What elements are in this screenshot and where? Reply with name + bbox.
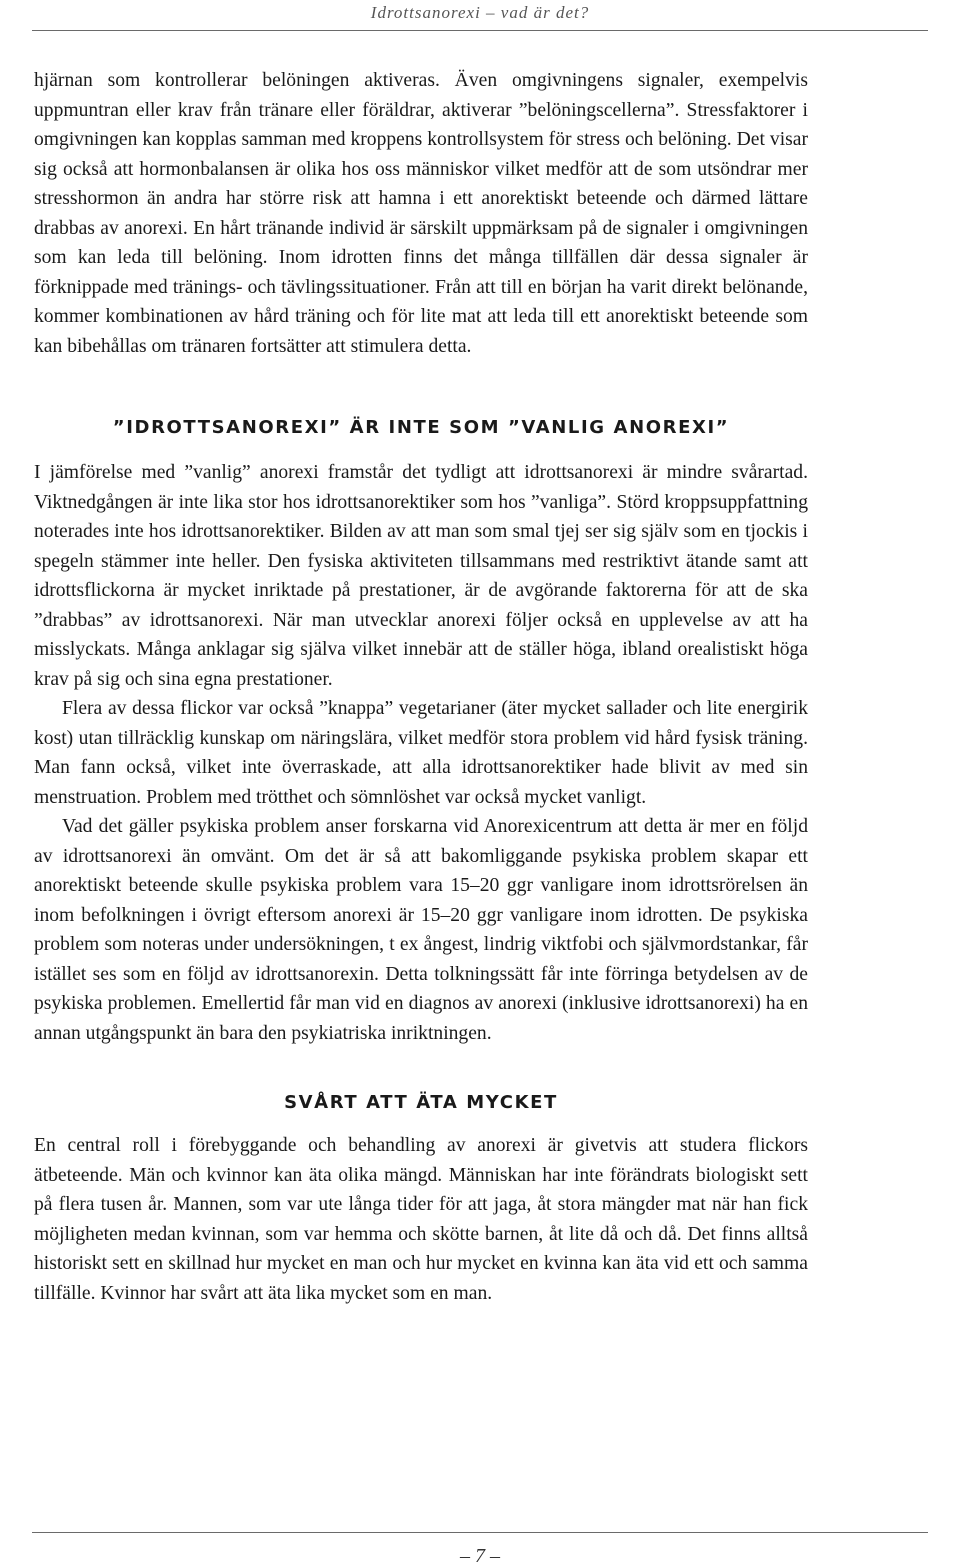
page-number: – 7 –	[460, 1545, 500, 1567]
running-header-title: Idrottsanorexi – vad är det?	[370, 3, 590, 22]
section-heading-svart-att-ata: SVÅRT ATT ÄTA MYCKET	[284, 1092, 558, 1113]
section-heading-idrottsanorexi: ”IDROTTSANOREXI” ÄR INTE SOM ”VANLIG ANOREXI”	[112, 417, 730, 438]
header-rule	[32, 30, 928, 31]
body-paragraph: I jämförelse med ”vanlig” anorexi framstår det tydligt att idrottsanorexi är mindre svårartad. Viktnedgången är inte lika stor hos idrottsanorektiker som hos ”vanliga”. Störd kroppsuppfattning noterades inte hos idrottsanorektiker. Bilden av att man som smal tjej ser sig själv som en tjockis i spegeln stämmer inte heller. Den fysiska aktiviteten tillsammans med restriktivt ätande samt att idrottsflickorna är mycket inriktade på prestationer, är de avgörande faktorerna för att de ska ”drabbas” av idrottsanorexi. När man utvecklar anorexi följer också en upplevelse av att ha misslyckats. Många anklagar sig själva vilket innebär att de ställer höga, ibland orealistiskt höga krav på sig och sina egna prestationer.	[34, 462, 808, 690]
body-paragraph: Flera av dessa flickor var också ”knappa” vegetarianer (äter mycket sallader och lite energirik kost) utan tillräcklig kunskap om näringslära, vilket medför stora problem vid hård fysisk träning. Man fann också, vilket inte överraskade, att alla idrottsanorektiker hade blivit av med sin menstruation. Problem med trötthet och sömnlöshet var också mycket vanligt.	[34, 698, 808, 808]
footer-rule	[32, 1532, 928, 1533]
body-paragraph: Vad det gäller psykiska problem anser forskarna vid Anorexicentrum att detta är mer en följd av idrottsanorexi än omvänt. Om det är så att bakomliggande psykiska problem skapar ett anorektiskt beteende skulle psykiska problem vara 15–20 ggr vanligare inom idrottsrörelsen än inom befolkningen i övrigt eftersom anorexi är 15–20 ggr vanligare inom idrotten. De psykiska problem som noteras under undersökningen, t ex ångest, lindrig viktfobi och självmordstankar, får istället ses som en följd av idrottsanorexin. Detta tolkningssätt får inte förringa betydelsen av de psykiska problemen. Emellertid får man vid en diagnos av anorexi (inklusive idrottsanorexi) ha en annan utgångspunkt än bara den psykiatriska inriktningen.	[34, 816, 808, 1044]
page-body	[34, 66, 808, 1308]
body-paragraph: En central roll i förebyggande och behandling av anorexi är givetvis att studera flickors ätbeteende. Män och kvinnor kan äta olika mängd. Människan har inte förändrats biologiskt sett på flera tusen år. Mannen, som var ute långa tider för att jaga, åt stora mängder mat när han fick möjligheten medan kvinnan, som var hemma och skötte barnen, åt lite då och då. Det finns alltså historiskt sett en skillnad hur mycket en man och hur mycket en kvinna kan äta vid ett och samma tillfälle. Kvinnor har svårt att äta lika mycket som en man.	[34, 1135, 808, 1304]
intro-paragraph: hjärnan som kontrollerar belöningen aktiveras. Även omgivningens signaler, exempelvis uppmuntran eller krav från tränare eller föräldrar, aktiverar ”belöningscellerna”. Stressfaktorer i omgivningen kan kopplas samman med kroppens kontrollsystem för stress och belöning. Det visar sig också att hormonbalansen är olika hos oss människor vilket medför att de som utsöndrar mer stresshormon än andra har större risk att hamna i ett anorektiskt beteende och därmed lättare drabbas av anorexi. En hårt tränande individ är särskilt uppmärksam på de signaler i omgivningen som kan leda till belöning. Inom idrotten finns det många tillfällen där dessa signaler är förknippade med tränings- och tävlingssituationer. Från att till en början ha varit direkt belönande, kommer kombinationen av hård träning och för lite mat att leda till ett anorektiskt beteende som kan bibehållas om tränaren fortsätter att stimulera detta.	[34, 70, 808, 357]
